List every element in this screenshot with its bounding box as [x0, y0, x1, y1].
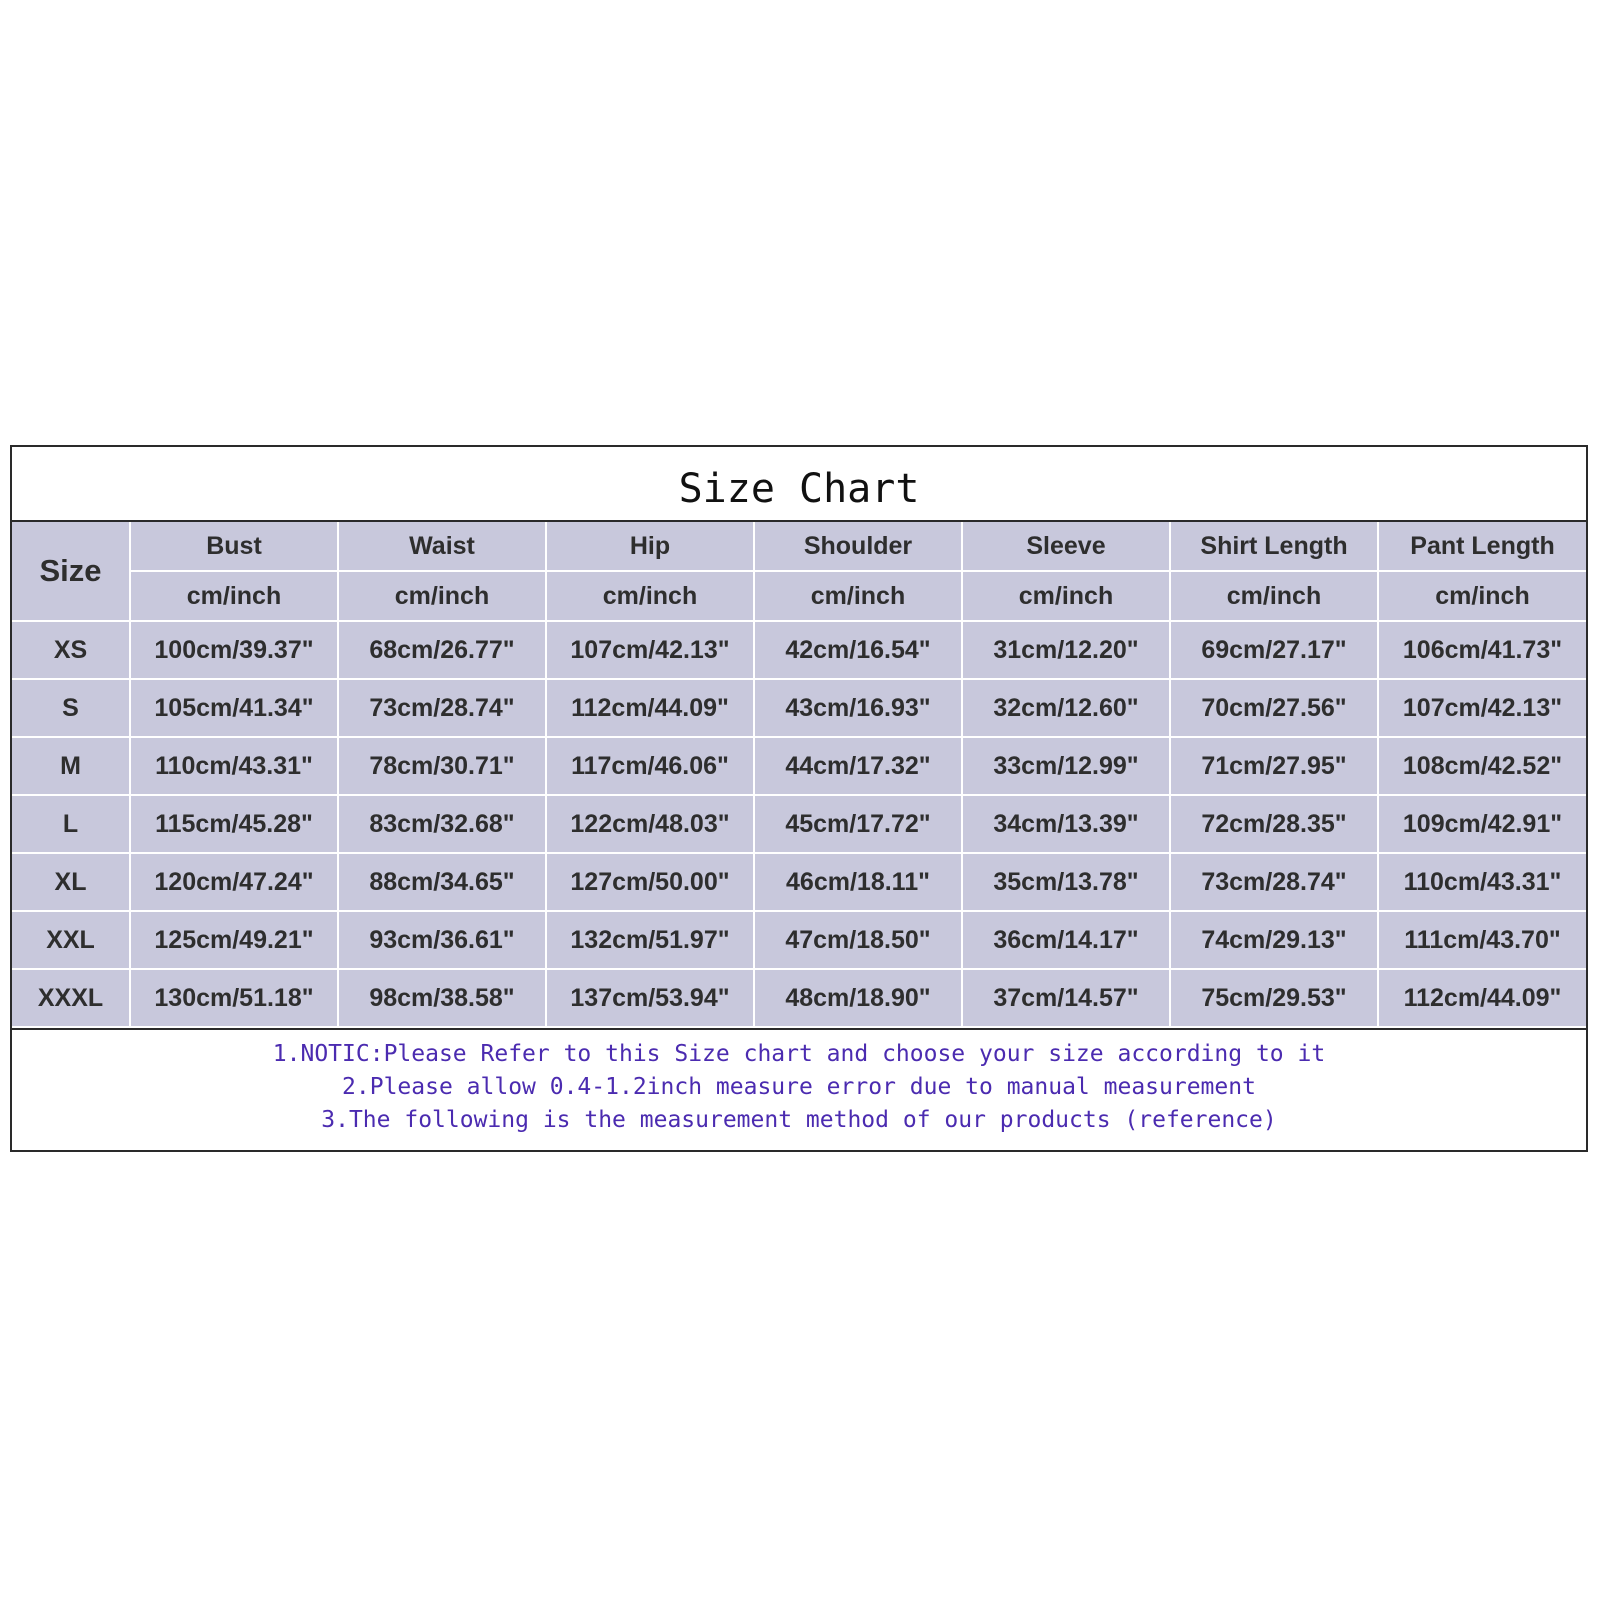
table-cell: 45cm/17.72" [754, 795, 962, 853]
size-column-header: Size [12, 522, 130, 621]
table-cell: 73cm/28.74" [338, 679, 546, 737]
table-cell: 46cm/18.11" [754, 853, 962, 911]
size-table [12, 522, 1586, 1028]
column-header-waist: Waist [338, 522, 546, 571]
table-cell: 31cm/12.20" [962, 621, 1170, 679]
note-line: 2.Please allow 0.4-1.2inch measure error due to manual measurement [342, 1074, 1256, 1100]
size-label: M [12, 737, 130, 795]
table-cell: 75cm/29.53" [1170, 969, 1378, 1027]
table-cell: 88cm/34.65" [338, 853, 546, 911]
table-row [12, 621, 1586, 679]
table-cell: 83cm/32.68" [338, 795, 546, 853]
table-cell: 71cm/27.95" [1170, 737, 1378, 795]
table-cell: 100cm/39.37" [130, 621, 338, 679]
table-cell: 98cm/38.58" [338, 969, 546, 1027]
table-cell: 109cm/42.91" [1378, 795, 1586, 853]
table-cell: 43cm/16.93" [754, 679, 962, 737]
table-row [12, 795, 1586, 853]
table-cell: 36cm/14.17" [962, 911, 1170, 969]
table-cell: 122cm/48.03" [546, 795, 754, 853]
table-row [12, 853, 1586, 911]
column-header-shoulder: Shoulder [754, 522, 962, 571]
table-cell: 110cm/43.31" [130, 737, 338, 795]
unit-label: cm/inch [962, 571, 1170, 621]
table-row [12, 737, 1586, 795]
table-cell: 115cm/45.28" [130, 795, 338, 853]
table-cell: 48cm/18.90" [754, 969, 962, 1027]
column-header-sleeve: Sleeve [962, 522, 1170, 571]
table-cell: 35cm/13.78" [962, 853, 1170, 911]
table-cell: 72cm/28.35" [1170, 795, 1378, 853]
size-label: XL [12, 853, 130, 911]
table-cell: 34cm/13.39" [962, 795, 1170, 853]
note-line: 3.The following is the measurement method of our products (reference) [321, 1107, 1277, 1133]
column-header-bust: Bust [130, 522, 338, 571]
table-cell: 106cm/41.73" [1378, 621, 1586, 679]
table-cell: 47cm/18.50" [754, 911, 962, 969]
table-cell: 105cm/41.34" [130, 679, 338, 737]
table-cell: 70cm/27.56" [1170, 679, 1378, 737]
size-chart [10, 445, 1588, 1152]
unit-row [12, 571, 1586, 621]
table-cell: 78cm/30.71" [338, 737, 546, 795]
note-line: 1.NOTIC:Please Refer to this Size chart and choose your size according to it [272, 1041, 1326, 1067]
table-cell: 69cm/27.17" [1170, 621, 1378, 679]
table-cell: 44cm/17.32" [754, 737, 962, 795]
table-cell: 74cm/29.13" [1170, 911, 1378, 969]
table-cell: 112cm/44.09" [1378, 969, 1586, 1027]
table-cell: 32cm/12.60" [962, 679, 1170, 737]
table-row [12, 969, 1586, 1027]
table-cell: 107cm/42.13" [1378, 679, 1586, 737]
size-label: XXL [12, 911, 130, 969]
unit-label: cm/inch [338, 571, 546, 621]
table-row [12, 911, 1586, 969]
table-row [12, 679, 1586, 737]
table-cell: 93cm/36.61" [338, 911, 546, 969]
notes-section [12, 1028, 1586, 1137]
chart-title: Size Chart [12, 447, 1586, 522]
unit-label: cm/inch [754, 571, 962, 621]
table-cell: 42cm/16.54" [754, 621, 962, 679]
table-cell: 73cm/28.74" [1170, 853, 1378, 911]
unit-label: cm/inch [1170, 571, 1378, 621]
unit-label: cm/inch [546, 571, 754, 621]
column-header-hip: Hip [546, 522, 754, 571]
size-label: S [12, 679, 130, 737]
table-cell: 127cm/50.00" [546, 853, 754, 911]
size-label: L [12, 795, 130, 853]
column-header-pant-length: Pant Length [1378, 522, 1586, 571]
table-cell: 107cm/42.13" [546, 621, 754, 679]
table-cell: 110cm/43.31" [1378, 853, 1586, 911]
table-cell: 120cm/47.24" [130, 853, 338, 911]
table-cell: 125cm/49.21" [130, 911, 338, 969]
table-cell: 130cm/51.18" [130, 969, 338, 1027]
unit-label: cm/inch [1378, 571, 1586, 621]
size-label: XS [12, 621, 130, 679]
table-cell: 68cm/26.77" [338, 621, 546, 679]
table-cell: 137cm/53.94" [546, 969, 754, 1027]
table-cell: 37cm/14.57" [962, 969, 1170, 1027]
table-cell: 132cm/51.97" [546, 911, 754, 969]
column-header-shirt-length: Shirt Length [1170, 522, 1378, 571]
table-cell: 112cm/44.09" [546, 679, 754, 737]
table-cell: 108cm/42.52" [1378, 737, 1586, 795]
unit-label: cm/inch [130, 571, 338, 621]
table-cell: 117cm/46.06" [546, 737, 754, 795]
header-row [12, 522, 1586, 571]
table-cell: 33cm/12.99" [962, 737, 1170, 795]
size-label: XXXL [12, 969, 130, 1027]
table-cell: 111cm/43.70" [1378, 911, 1586, 969]
